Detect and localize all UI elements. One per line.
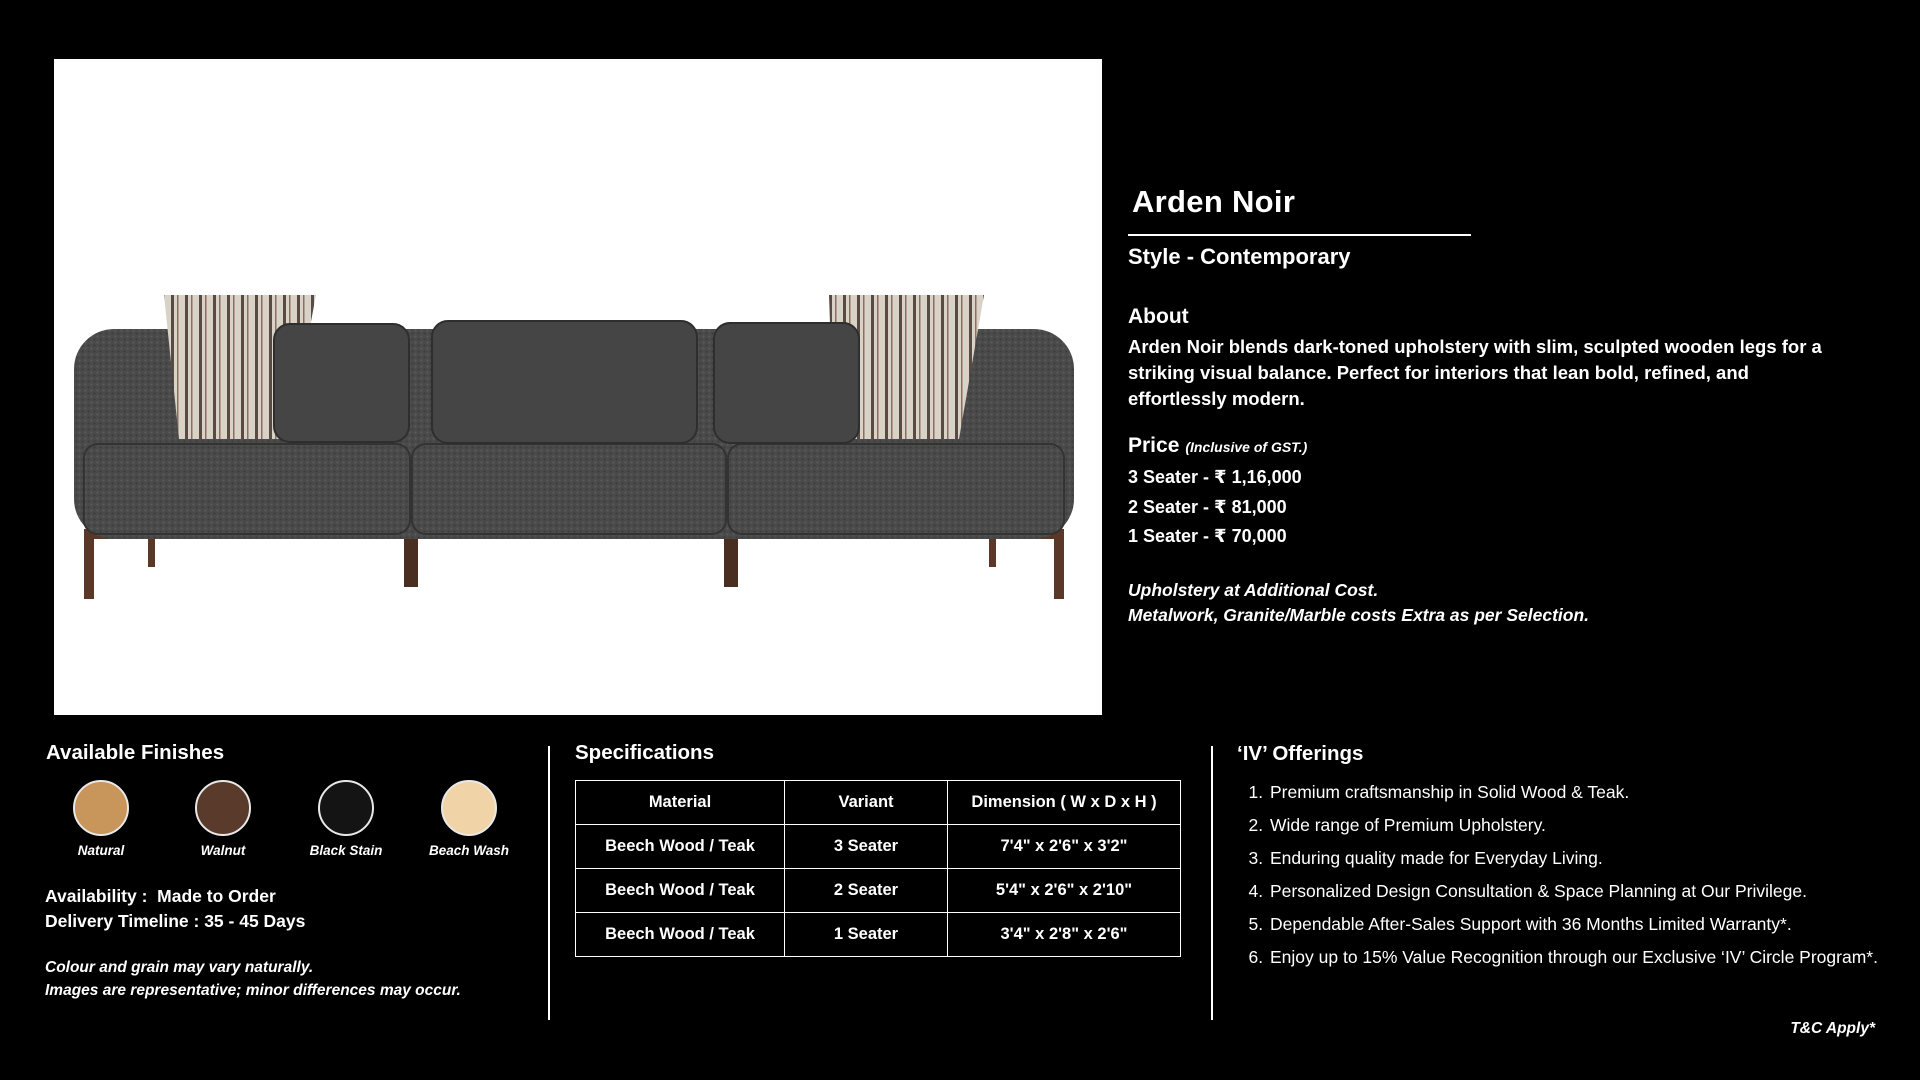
disclaimer-line: Colour and grain may vary naturally. (45, 959, 314, 976)
finish-label: Beach Wash (428, 843, 510, 858)
table-row (576, 913, 1181, 957)
table-cell: 1 Seater (785, 913, 948, 957)
table-cell: 2 Seater (785, 869, 948, 913)
about-heading: About (1128, 305, 1189, 328)
table-cell: 5'4" x 2'6" x 2'10" (948, 869, 1181, 913)
offering-item: 2. Wide range of Premium Upholstery. (1268, 809, 1908, 842)
finish-walnut (168, 780, 278, 858)
price-heading-label: Price (1128, 434, 1180, 457)
offering-item: 4. Personalized Design Consultation & Space Planning at Our Privilege. (1268, 875, 1908, 908)
sofa-illustration (54, 59, 1102, 715)
column-header: Material (576, 781, 785, 825)
extra-note: Metalwork, Granite/Marble costs Extra as per Selection. (1128, 605, 1589, 625)
delivery-timeline: Delivery Timeline : 35 - 45 Days (45, 911, 306, 931)
section-divider (1211, 746, 1213, 1020)
finish-label: Black Stain (309, 843, 383, 858)
table-cell: 7'4" x 2'6" x 3'2" (948, 825, 1181, 869)
section-divider (548, 746, 550, 1020)
product-style: Style - Contemporary (1128, 244, 1351, 269)
table-header-row (576, 781, 1181, 825)
table-cell: 3'4" x 2'8" x 2'6" (948, 913, 1181, 957)
price-item: 2 Seater - ₹ 81,000 (1128, 496, 1287, 517)
offering-item: 5. Dependable After-Sales Support with 36 Months Limited Warranty*. (1268, 908, 1908, 941)
specifications-table (575, 780, 1181, 957)
price-item: 3 Seater - ₹ 1,16,000 (1128, 467, 1302, 487)
offering-item: 1. Premium craftsmanship in Solid Wood & Teak. (1268, 776, 1908, 809)
finish-swatch (73, 780, 129, 836)
finishes-heading: Available Finishes (46, 741, 225, 764)
price-gst-note: (Inclusive of GST.) (1185, 439, 1308, 455)
offering-item: 3. Enduring quality made for Everyday Living. (1268, 842, 1908, 875)
table-row (576, 825, 1181, 869)
table-cell: 3 Seater (785, 825, 948, 869)
finish-swatch (195, 780, 251, 836)
offering-item: 6. Enjoy up to 15% Value Recognition through our Exclusive ‘IV’ Circle Program*. (1268, 941, 1908, 974)
price-heading (1128, 434, 1307, 458)
table-cell: Beech Wood / Teak (576, 913, 785, 957)
disclaimer (45, 957, 461, 1002)
extra-note: Upholstery at Additional Cost. (1128, 580, 1379, 600)
extra-cost-notes (1128, 578, 1589, 628)
product-image (54, 59, 1102, 715)
finish-label: Natural (77, 843, 125, 858)
finish-beach-wash (414, 780, 524, 858)
finish-swatch (441, 780, 497, 836)
table-cell: Beech Wood / Teak (576, 825, 785, 869)
table-cell: Beech Wood / Teak (576, 869, 785, 913)
about-text: Arden Noir blends dark-toned upholstery with slim, sculpted wooden legs for a striking visual balance. Perfect for interiors that lean bold, refined, and effortlessly modern. (1128, 336, 1822, 409)
offerings-heading: ‘IV’ Offerings (1237, 742, 1364, 765)
column-header: Dimension ( W x D x H ) (948, 781, 1181, 825)
finish-swatch (318, 780, 374, 836)
finish-label: Walnut (200, 843, 246, 858)
product-title: Arden Noir (1132, 184, 1296, 219)
terms-note: T&C Apply* (1790, 1020, 1875, 1037)
title-underline (1128, 234, 1471, 236)
offerings-list (1252, 776, 1908, 974)
finish-black-stain (291, 780, 401, 858)
column-header: Variant (785, 781, 948, 825)
availability-info (45, 884, 305, 934)
table-row (576, 869, 1181, 913)
disclaimer-line: Images are representative; minor differences may occur. (45, 981, 461, 999)
finish-natural (46, 780, 156, 858)
specifications-heading: Specifications (575, 741, 714, 764)
price-item: 1 Seater - ₹ 70,000 (1128, 526, 1287, 546)
price-list (1128, 463, 1302, 552)
availability-line: Availability : Made to Order (45, 886, 276, 906)
